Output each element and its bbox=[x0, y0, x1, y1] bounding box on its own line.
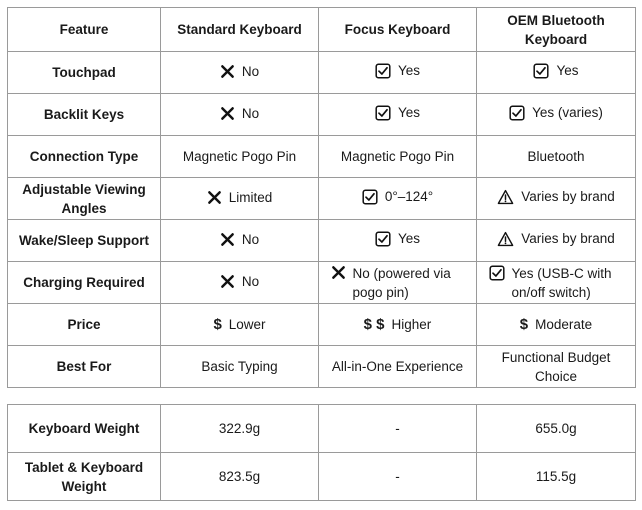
cell-text: Yes bbox=[556, 63, 579, 79]
cell-content bbox=[220, 62, 259, 81]
backlit-keys-oem-cell bbox=[477, 94, 636, 136]
cell-content bbox=[332, 357, 463, 376]
touchpad-feature-label: Touchpad bbox=[8, 52, 161, 94]
cell-text: No (powered via pogo pin) bbox=[352, 265, 451, 300]
connection-type-standard-cell bbox=[161, 136, 319, 178]
cell-content bbox=[220, 104, 259, 123]
table-header-row bbox=[8, 8, 636, 52]
cell-content bbox=[183, 147, 296, 166]
checkbox-icon bbox=[509, 105, 525, 121]
table-row-wake-sleep-support bbox=[8, 220, 636, 262]
cell-text: Functional Budget Choice bbox=[501, 349, 611, 384]
cell-content bbox=[220, 272, 259, 291]
cell-text: Yes (varies) bbox=[532, 105, 603, 121]
cell-text: Yes (USB-C with on/off switch) bbox=[511, 265, 612, 300]
header-standard-keyboard: Standard Keyboard bbox=[161, 8, 319, 52]
cell-text: Moderate bbox=[535, 317, 593, 332]
feature-comparison-table bbox=[7, 7, 636, 388]
cell-text: Yes bbox=[397, 63, 421, 79]
header-focus-keyboard: Focus Keyboard bbox=[319, 8, 477, 52]
cell-text: No bbox=[241, 63, 260, 79]
cell-text: Varies by brand bbox=[521, 189, 615, 205]
cell-content bbox=[533, 61, 578, 80]
adjustable-viewing-angles-standard-cell bbox=[161, 178, 319, 220]
touchpad-focus-cell bbox=[319, 52, 477, 94]
best-for-focus-cell bbox=[319, 346, 477, 388]
x-mark-icon bbox=[207, 190, 222, 205]
best-for-oem-cell bbox=[477, 346, 636, 388]
cell-text: No bbox=[241, 231, 260, 247]
table-row-price bbox=[8, 304, 636, 346]
wake-sleep-support-standard-cell bbox=[161, 220, 319, 262]
cell-text: Varies by brand bbox=[521, 231, 615, 247]
x-mark-icon bbox=[220, 64, 235, 79]
backlit-keys-focus-cell bbox=[319, 94, 477, 136]
cell-text: Higher bbox=[391, 317, 432, 332]
x-mark-icon bbox=[220, 232, 235, 247]
checkbox-icon bbox=[375, 105, 391, 121]
checkbox-icon bbox=[533, 63, 549, 79]
checkbox-icon bbox=[375, 63, 391, 79]
price-oem-cell bbox=[477, 304, 636, 346]
cell-content bbox=[520, 315, 592, 334]
cell-content bbox=[362, 187, 433, 206]
x-mark-icon bbox=[220, 274, 235, 289]
tablet-keyboard-weight-oem-cell: 115.5g bbox=[477, 453, 636, 501]
table-row-best-for bbox=[8, 346, 636, 388]
table-row-backlit-keys bbox=[8, 94, 636, 136]
x-mark-icon bbox=[331, 265, 346, 280]
cell-text: No bbox=[241, 105, 260, 121]
checkbox-icon bbox=[489, 265, 505, 281]
weight-comparison-table bbox=[7, 404, 636, 501]
x-mark-icon bbox=[220, 106, 235, 121]
table-row-charging-required bbox=[8, 262, 636, 304]
adjustable-viewing-angles-oem-cell bbox=[477, 178, 636, 220]
touchpad-standard-cell bbox=[161, 52, 319, 94]
warning-icon bbox=[497, 231, 514, 247]
cell-content bbox=[341, 147, 454, 166]
wake-sleep-support-focus-cell bbox=[319, 220, 477, 262]
cell-content bbox=[364, 315, 432, 334]
price-standard-cell bbox=[161, 304, 319, 346]
backlit-keys-standard-cell bbox=[161, 94, 319, 136]
cell-text: Basic Typing bbox=[201, 359, 278, 374]
cell-text: No bbox=[241, 273, 260, 289]
cell-content bbox=[489, 264, 624, 302]
header-feature: Feature bbox=[8, 8, 161, 52]
cell-text: Magnetic Pogo Pin bbox=[340, 149, 455, 164]
cell-content bbox=[527, 147, 584, 166]
cell-text: Limited bbox=[228, 189, 273, 205]
table-row-connection-type bbox=[8, 136, 636, 178]
keyboard-weight-feature-cell: Keyboard Weight bbox=[8, 405, 161, 453]
cell-content bbox=[207, 188, 273, 207]
keyboard-weight-standard-cell: 322.9g bbox=[161, 405, 319, 453]
cell-content bbox=[497, 187, 615, 206]
cell-content bbox=[375, 229, 420, 248]
table-row-adjustable-viewing-angles bbox=[8, 178, 636, 220]
charging-required-oem-cell bbox=[477, 262, 636, 304]
keyboard-weight-oem-cell: 655.0g bbox=[477, 405, 636, 453]
cell-text: Yes bbox=[397, 231, 421, 247]
table-row-keyboard-weight bbox=[8, 405, 636, 453]
cell-content bbox=[509, 103, 603, 122]
connection-type-oem-cell bbox=[477, 136, 636, 178]
price-focus-cell bbox=[319, 304, 477, 346]
connection-type-feature-label: Connection Type bbox=[8, 136, 161, 178]
cell-text: Magnetic Pogo Pin bbox=[182, 149, 297, 164]
cell-content bbox=[201, 357, 277, 376]
price-feature-label: Price bbox=[8, 304, 161, 346]
table-row-tablet-keyboard-weight bbox=[8, 453, 636, 501]
adjustable-viewing-angles-focus-cell bbox=[319, 178, 477, 220]
header-oem-bluetooth-keyboard: OEM Bluetooth Keyboard bbox=[477, 8, 636, 52]
wake-sleep-support-feature-label: Wake/Sleep Support bbox=[8, 220, 161, 262]
tablet-keyboard-weight-standard-cell: 823.5g bbox=[161, 453, 319, 501]
tablet-keyboard-weight-focus-cell: - bbox=[319, 453, 477, 501]
cell-content bbox=[220, 230, 259, 249]
touchpad-oem-cell bbox=[477, 52, 636, 94]
cell-content bbox=[213, 315, 265, 334]
charging-required-standard-cell bbox=[161, 262, 319, 304]
cell-text: Yes bbox=[397, 105, 421, 121]
tablet-keyboard-weight-feature-cell: Tablet & Keyboard Weight bbox=[8, 453, 161, 501]
cell-content bbox=[497, 229, 615, 248]
best-for-feature-label: Best For bbox=[8, 346, 161, 388]
charging-required-focus-cell bbox=[319, 262, 477, 304]
table-row-touchpad bbox=[8, 52, 636, 94]
backlit-keys-feature-label: Backlit Keys bbox=[8, 94, 161, 136]
cell-content bbox=[483, 348, 629, 386]
wake-sleep-support-oem-cell bbox=[477, 220, 636, 262]
adjustable-viewing-angles-feature-label: Adjustable Viewing Angles bbox=[8, 178, 161, 220]
price-dollar-icon: $ bbox=[519, 316, 529, 333]
cell-text: Bluetooth bbox=[527, 149, 585, 164]
cell-text: All-in-One Experience bbox=[331, 359, 464, 374]
cell-content bbox=[375, 103, 420, 122]
checkbox-icon bbox=[375, 231, 391, 247]
price-dollar-icon: $ $ bbox=[363, 316, 385, 333]
best-for-standard-cell bbox=[161, 346, 319, 388]
cell-content bbox=[331, 264, 465, 302]
cell-text: Lower bbox=[228, 317, 266, 332]
checkbox-icon bbox=[362, 189, 378, 205]
charging-required-feature-label: Charging Required bbox=[8, 262, 161, 304]
cell-content bbox=[375, 61, 420, 80]
keyboard-weight-focus-cell: - bbox=[319, 405, 477, 453]
warning-icon bbox=[497, 189, 514, 205]
cell-text: 0°–124° bbox=[384, 189, 434, 205]
price-dollar-icon: $ bbox=[213, 316, 222, 333]
connection-type-focus-cell bbox=[319, 136, 477, 178]
